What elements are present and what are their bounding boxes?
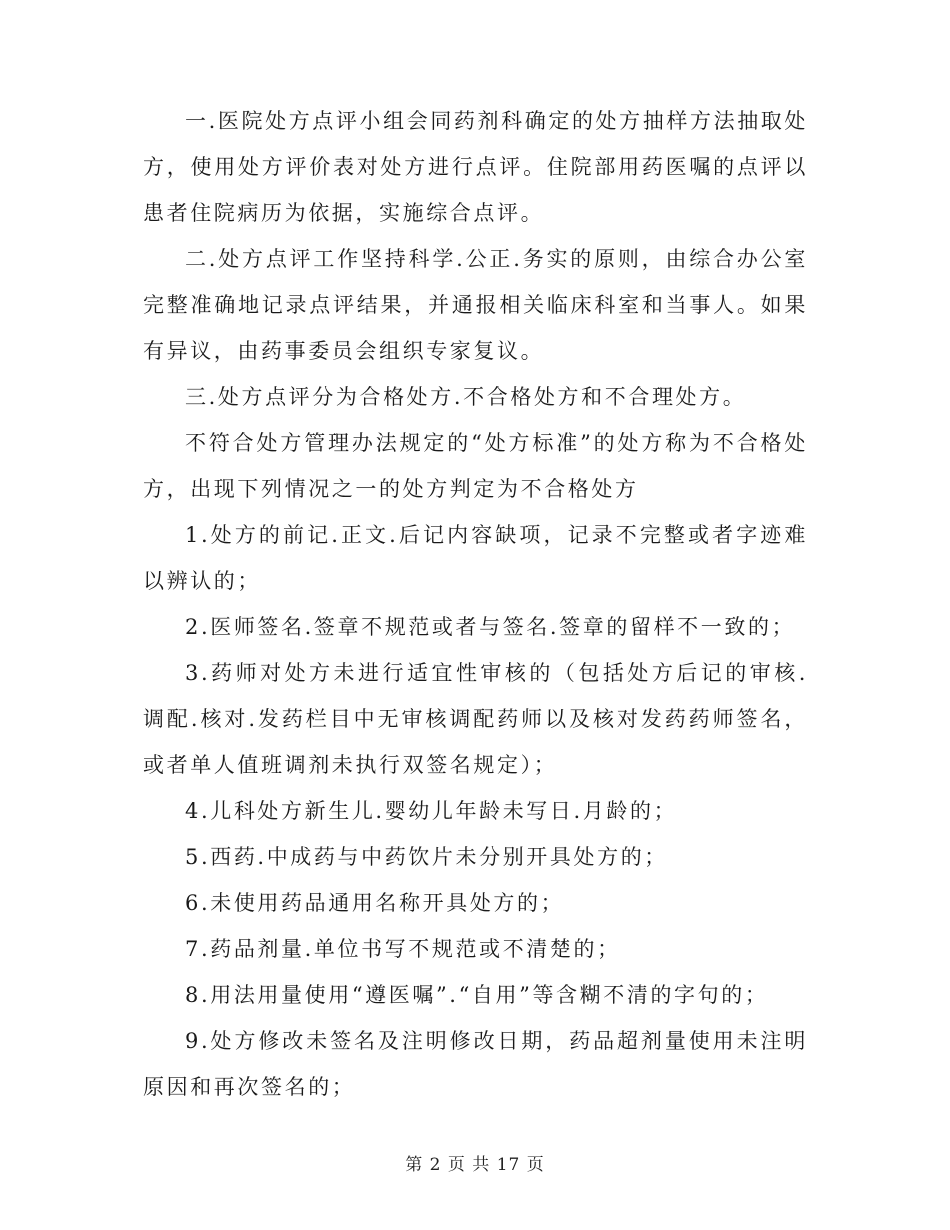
paragraph-2: 二.处方点评工作坚持科学.公正.务实的原则，由综合办公室完整准确地记录点评结果，并通报相关临床科室和当事人。如果有异议，由药事委员会组织专家复议。 <box>143 247 808 363</box>
list-item-1: 1.处方的前记.正文.后记内容缺项，记录不完整或者字迹难以辨认的； <box>143 523 808 593</box>
paragraph-4: 不符合处方管理办法规定的“处方标准”的处方称为不合格处方，出现下列情况之一的处方判定为不合格处方 <box>143 431 808 501</box>
list-item-2: 2.医师签名.签章不规范或者与签名.签章的留样不一致的； <box>185 615 796 639</box>
list-item-9: 9.处方修改未签名及注明修改日期，药品超剂量使用未注明原因和再次签名的； <box>143 1029 808 1099</box>
list-item-4: 4.儿科处方新生儿.婴幼儿年龄未写日.月龄的； <box>185 799 678 823</box>
paragraph-1: 一.医院处方点评小组会同药剂科确定的处方抽样方法抽取处方，使用处方评价表对处方进行点评。住院部用药医嘱的点评以患者住院病历为依据，实施综合点评。 <box>143 109 808 225</box>
document-body <box>143 98 808 1110</box>
list-item-8: 8.用法用量使用“遵医嘱”.“自用”等含糊不清的字句的； <box>185 983 769 1007</box>
list-item-6: 6.未使用药品通用名称开具处方的； <box>185 891 565 915</box>
paragraph-3: 三.处方点评分为合格处方.不合格处方和不合理处方。 <box>185 385 747 409</box>
list-item-3: 3.药师对处方未进行适宜性审核的（包括处方后记的审核.调配.核对.发药栏目中无审核调配药师以及核对发药药师签名，或者单人值班调剂未执行双签名规定）； <box>143 661 808 777</box>
list-item-7: 7.药品剂量.单位书写不规范或不清楚的； <box>185 937 621 961</box>
list-item-5: 5.西药.中成药与中药饮片未分别开具处方的； <box>185 845 668 869</box>
page-number-footer: 第 2 页 共 17 页 <box>405 1155 545 1175</box>
